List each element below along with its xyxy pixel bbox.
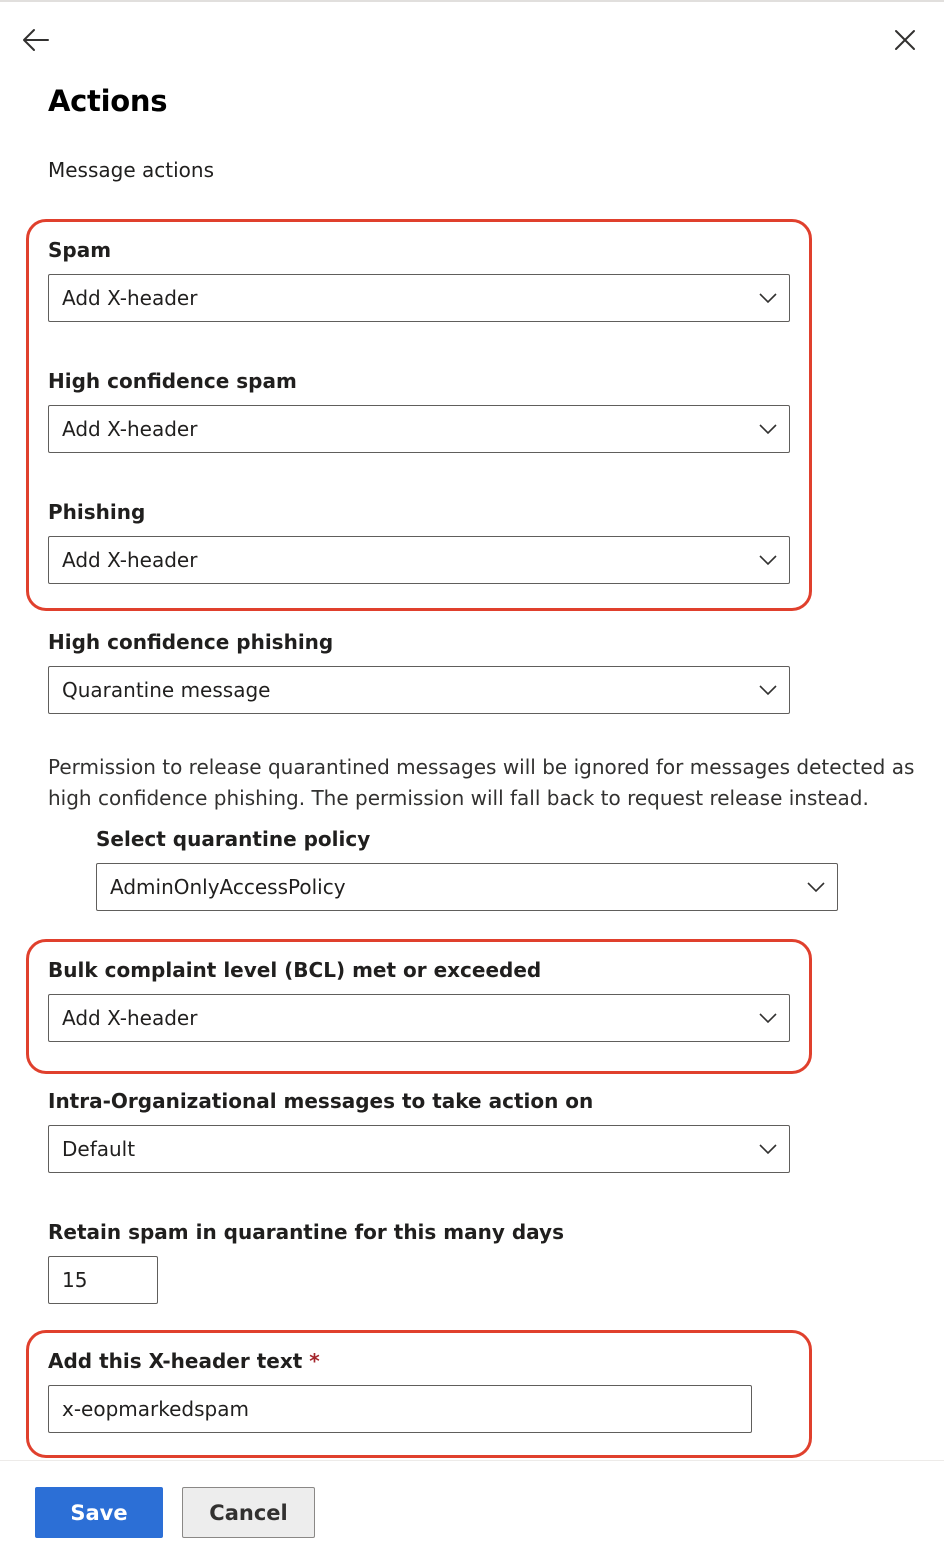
xheader-text-input-value: x-eopmarkedspam (62, 1397, 249, 1421)
cancel-button[interactable]: Cancel (182, 1487, 315, 1538)
retain-days-label: Retain spam in quarantine for this many days (48, 1220, 564, 1244)
section-subtitle: Message actions (48, 158, 214, 182)
chevron-down-icon (806, 879, 826, 895)
footer-divider (0, 1460, 944, 1461)
back-button[interactable] (15, 20, 55, 60)
arrow-left-icon (21, 28, 49, 52)
chevron-down-icon (758, 682, 778, 698)
xheader-text-label-text: Add this X-header text (48, 1349, 303, 1373)
high-confidence-phishing-dropdown[interactable] (48, 666, 790, 714)
spam-dropdown[interactable] (48, 274, 790, 322)
bcl-dropdown-value: Add X-header (62, 1006, 198, 1030)
high-confidence-spam-dropdown[interactable] (48, 405, 790, 453)
bcl-label: Bulk complaint level (BCL) met or exceeded (48, 958, 542, 982)
quarantine-policy-dropdown[interactable] (96, 863, 838, 911)
spam-dropdown-value: Add X-header (62, 286, 198, 310)
page-title: Actions (48, 84, 168, 118)
chevron-down-icon (758, 421, 778, 437)
high-confidence-phishing-label: High confidence phishing (48, 630, 334, 654)
close-icon (894, 29, 916, 51)
spam-label: Spam (48, 238, 112, 262)
required-asterisk: * (309, 1349, 320, 1373)
chevron-down-icon (758, 290, 778, 306)
xheader-text-label (48, 1349, 320, 1373)
top-divider (0, 0, 944, 2)
save-button[interactable]: Save (35, 1487, 163, 1538)
high-confidence-spam-dropdown-value: Add X-header (62, 417, 198, 441)
retain-days-input[interactable] (48, 1256, 158, 1304)
high-confidence-phishing-dropdown-value: Quarantine message (62, 678, 271, 702)
phishing-dropdown[interactable] (48, 536, 790, 584)
xheader-text-input[interactable] (48, 1385, 752, 1433)
bcl-dropdown[interactable] (48, 994, 790, 1042)
intra-org-dropdown[interactable] (48, 1125, 790, 1173)
close-button[interactable] (885, 20, 925, 60)
intra-org-dropdown-value: Default (62, 1137, 136, 1161)
intra-org-label: Intra-Organizational messages to take action on (48, 1089, 594, 1113)
quarantine-policy-label: Select quarantine policy (96, 827, 371, 851)
quarantine-policy-dropdown-value: AdminOnlyAccessPolicy (110, 875, 346, 899)
high-confidence-phishing-note: Permission to release quarantined messages will be ignored for messages detected as high confidence phishing. The permission will fall back to request release instead. (48, 755, 915, 810)
retain-days-input-value: 15 (62, 1268, 88, 1292)
phishing-dropdown-value: Add X-header (62, 548, 198, 572)
high-confidence-spam-label: High confidence spam (48, 369, 297, 393)
chevron-down-icon (758, 1141, 778, 1157)
chevron-down-icon (758, 552, 778, 568)
phishing-label: Phishing (48, 500, 146, 524)
chevron-down-icon (758, 1010, 778, 1026)
